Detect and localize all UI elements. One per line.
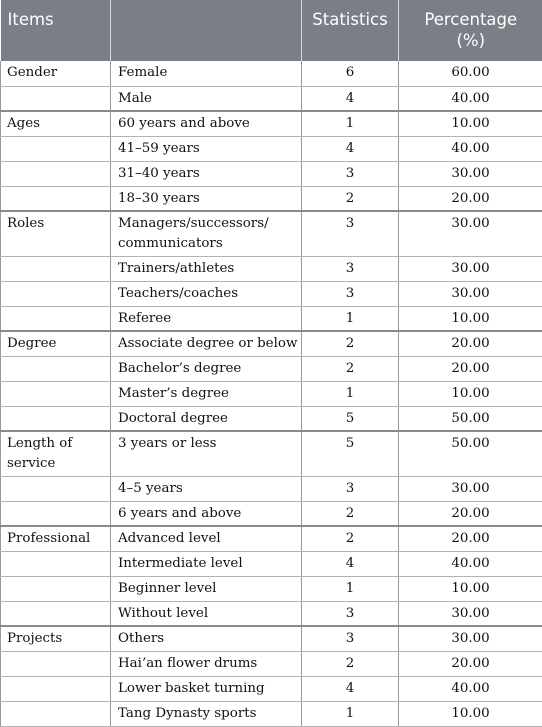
subitem-label: Without level xyxy=(118,606,208,621)
subitem-label: 3 years or less xyxy=(118,436,216,451)
cell-percentage: 10.00 xyxy=(399,701,542,726)
cell-percentage: 10.00 xyxy=(399,111,542,136)
cell-statistics: 3 xyxy=(302,626,399,651)
item-label: Length of xyxy=(7,436,72,451)
subitem-label: Master’s degree xyxy=(118,386,229,401)
subitem-label: Referee xyxy=(118,311,171,326)
subitem-label: Teachers/coaches xyxy=(118,286,238,301)
cell-subitem xyxy=(111,331,302,356)
table-row xyxy=(1,186,542,211)
cell-percentage: 30.00 xyxy=(399,626,542,651)
cell-statistics: 5 xyxy=(302,406,399,431)
table-row xyxy=(1,651,542,676)
cell-item xyxy=(1,476,111,501)
cell-percentage: 40.00 xyxy=(399,676,542,701)
item-label: Gender xyxy=(7,65,57,80)
cell-subitem xyxy=(111,381,302,406)
subitem-label: 6 years and above xyxy=(118,506,241,521)
header-percentage-line2: (%) xyxy=(456,31,485,50)
cell-statistics: 5 xyxy=(302,431,399,476)
cell-statistics: 2 xyxy=(302,651,399,676)
table-row xyxy=(1,281,542,306)
cell-item xyxy=(1,601,111,626)
subitem-label: Advanced level xyxy=(118,531,221,546)
cell-item xyxy=(1,61,111,86)
table-row xyxy=(1,136,542,161)
table-row xyxy=(1,476,542,501)
cell-subitem xyxy=(111,161,302,186)
header-percentage xyxy=(399,0,542,61)
cell-statistics: 4 xyxy=(302,551,399,576)
subitem-label: Male xyxy=(118,91,152,106)
subitem-label: Doctoral degree xyxy=(118,411,228,426)
cell-percentage: 20.00 xyxy=(399,526,542,551)
cell-percentage: 20.00 xyxy=(399,186,542,211)
table-row xyxy=(1,61,542,86)
cell-item xyxy=(1,626,111,651)
cell-item xyxy=(1,526,111,551)
cell-subitem xyxy=(111,186,302,211)
item-label: Projects xyxy=(7,631,62,646)
subitem-label: 60 years and above xyxy=(118,116,250,131)
cell-percentage: 60.00 xyxy=(399,61,542,86)
cell-statistics: 1 xyxy=(302,111,399,136)
cell-percentage: 10.00 xyxy=(399,381,542,406)
cell-item xyxy=(1,651,111,676)
cell-statistics: 4 xyxy=(302,676,399,701)
cell-percentage: 30.00 xyxy=(399,281,542,306)
cell-item xyxy=(1,306,111,331)
cell-item xyxy=(1,381,111,406)
cell-statistics: 2 xyxy=(302,331,399,356)
cell-percentage: 20.00 xyxy=(399,331,542,356)
cell-statistics: 2 xyxy=(302,186,399,211)
cell-subitem xyxy=(111,256,302,281)
cell-item xyxy=(1,186,111,211)
cell-statistics: 1 xyxy=(302,381,399,406)
cell-statistics: 3 xyxy=(302,211,399,256)
table-row xyxy=(1,526,542,551)
cell-subitem xyxy=(111,526,302,551)
cell-subitem xyxy=(111,211,302,256)
subitem-label: Bachelor’s degree xyxy=(118,361,241,376)
cell-statistics: 3 xyxy=(302,256,399,281)
subitem-label: Managers/successors/ xyxy=(118,216,269,231)
table-row xyxy=(1,306,542,331)
cell-percentage: 20.00 xyxy=(399,651,542,676)
cell-percentage: 50.00 xyxy=(399,431,542,476)
cell-percentage: 40.00 xyxy=(399,551,542,576)
cell-subitem xyxy=(111,356,302,381)
cell-percentage: 30.00 xyxy=(399,256,542,281)
cell-percentage: 40.00 xyxy=(399,86,542,111)
cell-statistics: 4 xyxy=(302,86,399,111)
subitem-label: 41–59 years xyxy=(118,141,200,156)
subitem-label: Tang Dynasty sports xyxy=(118,706,256,721)
cell-percentage: 20.00 xyxy=(399,501,542,526)
cell-item xyxy=(1,701,111,726)
cell-item xyxy=(1,111,111,136)
subitem-label: Lower basket turning xyxy=(118,681,265,696)
table-row xyxy=(1,431,542,476)
cell-item xyxy=(1,551,111,576)
table-row xyxy=(1,406,542,431)
table-row xyxy=(1,161,542,186)
cell-subitem xyxy=(111,626,302,651)
header-items: Items xyxy=(1,0,111,61)
cell-subitem xyxy=(111,306,302,331)
cell-subitem xyxy=(111,431,302,476)
cell-percentage: 40.00 xyxy=(399,136,542,161)
subitem-label: 18–30 years xyxy=(118,191,200,206)
subitem-label: Associate degree or below xyxy=(118,336,297,351)
cell-percentage: 30.00 xyxy=(399,601,542,626)
cell-subitem xyxy=(111,501,302,526)
cell-item xyxy=(1,211,111,256)
table-row xyxy=(1,211,542,256)
cell-item xyxy=(1,281,111,306)
table-row xyxy=(1,381,542,406)
item-label: Professional xyxy=(7,531,90,546)
cell-percentage: 20.00 xyxy=(399,356,542,381)
cell-statistics: 6 xyxy=(302,61,399,86)
subitem-label: Female xyxy=(118,65,167,80)
cell-percentage: 10.00 xyxy=(399,306,542,331)
subitem-label-line2: communicators xyxy=(118,236,223,251)
cell-subitem xyxy=(111,86,302,111)
cell-subitem xyxy=(111,281,302,306)
table-row xyxy=(1,111,542,136)
cell-item xyxy=(1,256,111,281)
cell-statistics: 4 xyxy=(302,136,399,161)
cell-percentage: 30.00 xyxy=(399,211,542,256)
subitem-label: Intermediate level xyxy=(118,556,243,571)
table-row xyxy=(1,356,542,381)
cell-statistics: 3 xyxy=(302,281,399,306)
cell-percentage: 50.00 xyxy=(399,406,542,431)
table-row xyxy=(1,86,542,111)
cell-percentage: 10.00 xyxy=(399,576,542,601)
header-statistics: Statistics xyxy=(302,0,399,61)
subitem-label: Trainers/athletes xyxy=(118,261,234,276)
cell-subitem xyxy=(111,551,302,576)
table-row xyxy=(1,551,542,576)
cell-statistics: 3 xyxy=(302,601,399,626)
item-label-line2: service xyxy=(7,456,55,471)
cell-subitem xyxy=(111,406,302,431)
table-row xyxy=(1,576,542,601)
header-row xyxy=(1,0,542,61)
header-percentage-line1: Percentage xyxy=(424,10,517,29)
header-blank xyxy=(111,0,302,61)
table-row xyxy=(1,256,542,281)
item-label: Roles xyxy=(7,216,44,231)
cell-statistics: 1 xyxy=(302,576,399,601)
cell-subitem xyxy=(111,476,302,501)
table-row xyxy=(1,501,542,526)
cell-item xyxy=(1,136,111,161)
subitem-label: 31–40 years xyxy=(118,166,200,181)
cell-item xyxy=(1,431,111,476)
cell-statistics: 2 xyxy=(302,526,399,551)
cell-item xyxy=(1,576,111,601)
table-row xyxy=(1,601,542,626)
table-header xyxy=(1,0,542,61)
table-row xyxy=(1,701,542,726)
cell-item xyxy=(1,331,111,356)
cell-percentage: 30.00 xyxy=(399,476,542,501)
cell-subitem xyxy=(111,576,302,601)
cell-item xyxy=(1,161,111,186)
cell-subitem xyxy=(111,701,302,726)
subitem-label: Hai’an flower drums xyxy=(118,656,257,671)
table-row xyxy=(1,676,542,701)
cell-statistics: 2 xyxy=(302,356,399,381)
cell-statistics: 1 xyxy=(302,306,399,331)
table-row xyxy=(1,626,542,651)
cell-subitem xyxy=(111,136,302,161)
cell-subitem xyxy=(111,651,302,676)
subitem-label: Beginner level xyxy=(118,581,216,596)
cell-item xyxy=(1,676,111,701)
cell-percentage: 30.00 xyxy=(399,161,542,186)
cell-item xyxy=(1,501,111,526)
item-label: Ages xyxy=(7,116,40,131)
cell-subitem xyxy=(111,61,302,86)
cell-subitem xyxy=(111,601,302,626)
cell-subitem xyxy=(111,676,302,701)
cell-subitem xyxy=(111,111,302,136)
cell-item xyxy=(1,406,111,431)
cell-statistics: 3 xyxy=(302,476,399,501)
table-body xyxy=(1,61,542,726)
table-row xyxy=(1,331,542,356)
subitem-label: Others xyxy=(118,631,164,646)
item-label: Degree xyxy=(7,336,56,351)
cell-item xyxy=(1,86,111,111)
cell-statistics: 3 xyxy=(302,161,399,186)
cell-item xyxy=(1,356,111,381)
cell-statistics: 1 xyxy=(302,701,399,726)
subitem-label: 4–5 years xyxy=(118,481,183,496)
cell-statistics: 2 xyxy=(302,501,399,526)
